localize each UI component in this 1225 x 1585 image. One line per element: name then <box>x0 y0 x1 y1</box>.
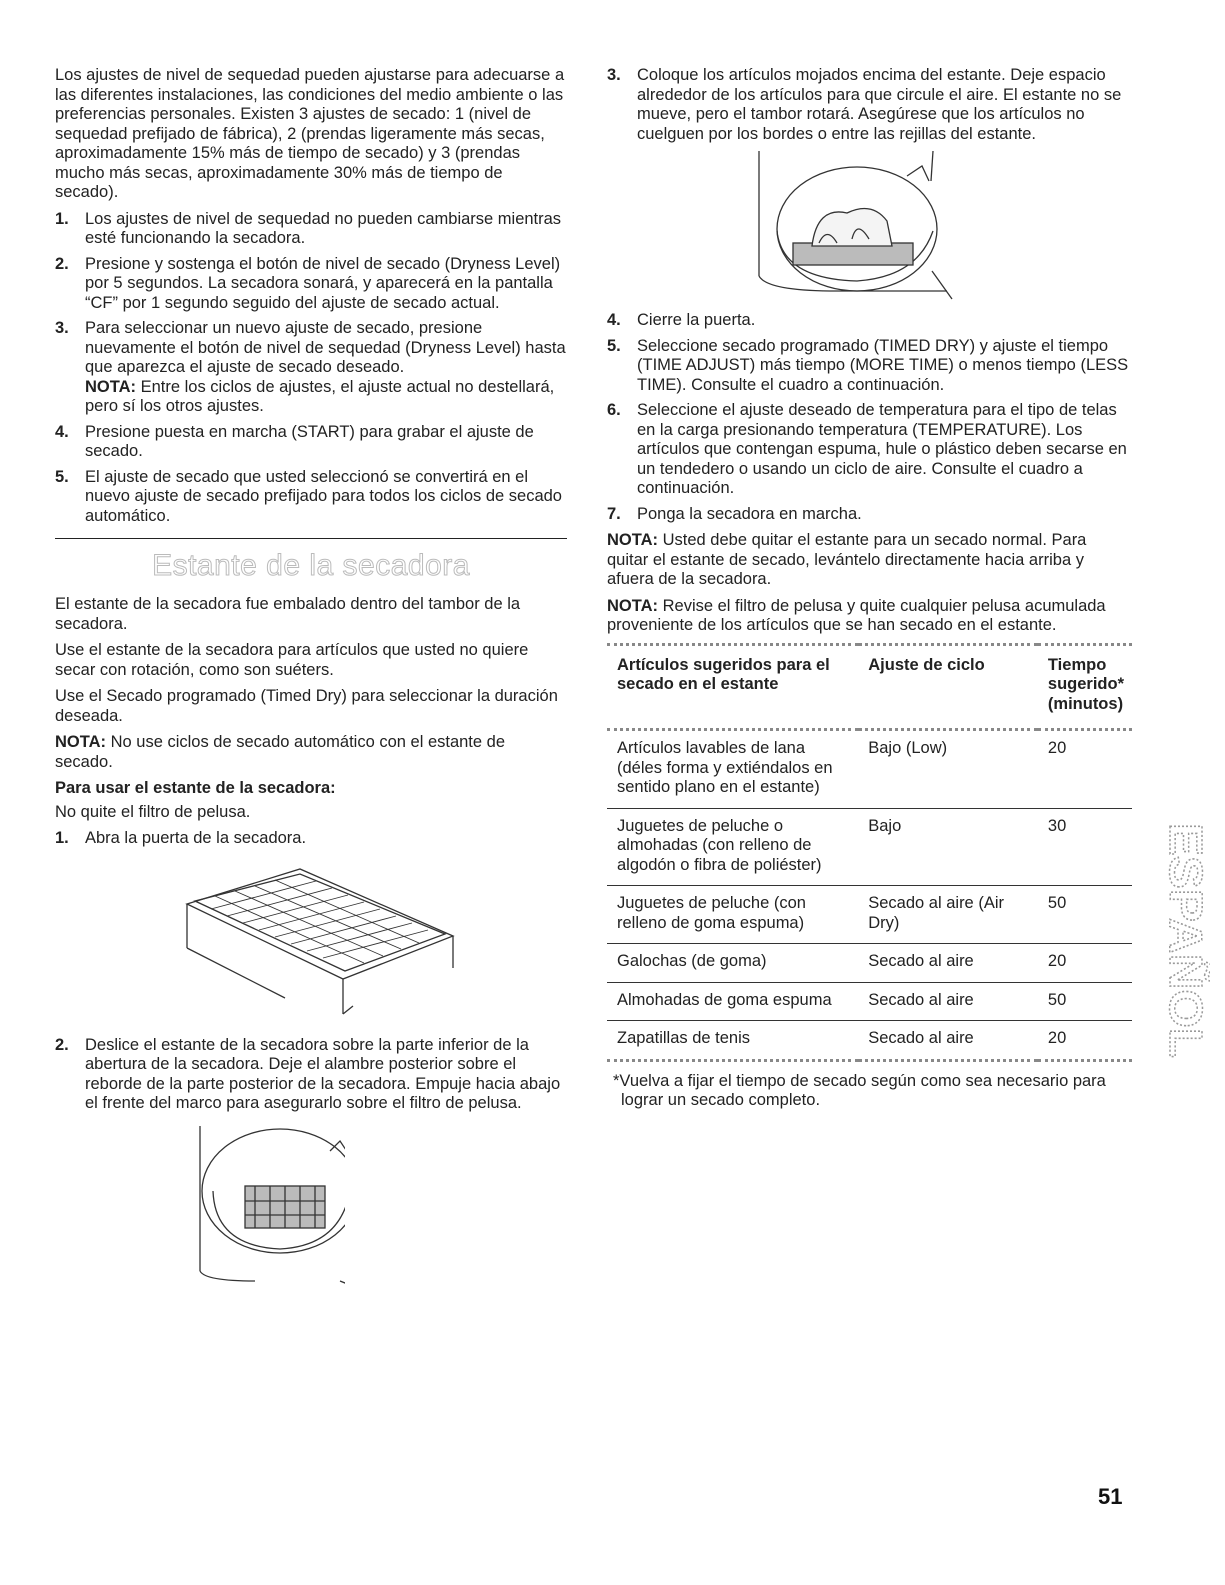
table-row: Almohadas de goma espuma Secado al aire 50 <box>607 982 1132 1021</box>
placement-steps <box>607 66 1132 144</box>
paragraph: Use el Secado programado (Timed Dry) para seleccionar la duración deseada. <box>55 687 558 725</box>
paragraph: No quite el filtro de pelusa. <box>55 802 251 821</box>
list-item: 4. Presione puesta en marcha (START) para grabar el ajuste de secado. <box>55 422 534 460</box>
table-row: Galochas (de goma) Secado al aire 20 <box>607 944 1132 983</box>
dryness-steps <box>55 210 567 527</box>
table-header-row <box>607 644 1132 730</box>
rack-steps <box>55 829 567 849</box>
list-item: 5. Seleccione secado programado (TIMED DRY) y ajuste el tiempo (TIME ADJUST) más tiempo (MORE TIME) o menos tiempo (LESS TIME). Consulte el cuadro a continuación. <box>607 336 1129 394</box>
paragraph: El estante de la secadora fue embalado dentro del tambor de la secadora. <box>55 595 521 633</box>
table-row: Juguetes de peluche (con relleno de goma espuma) Secado al aire (Air Dry) 50 <box>607 886 1132 944</box>
rack-drying-table <box>607 643 1132 1062</box>
subheading: Para usar el estante de la secadora: <box>55 779 336 797</box>
note-label: NOTA: <box>85 377 137 396</box>
dryness-intro: Los ajustes de nivel de sequedad pueden ajustarse para adecuarse a las diferentes instalaciones, las condiciones del medio ambiente o las preferencias personales. Existen 3 ajustes de secado: 1 (nivel de sequedad prefijado de fábrica), 2 (prendas ligeramente más secas, aproximadamente 15% más de tiempo de secado) y 3 (prendas mucho más secas, aproximadamente 30% más de tiempo de secado). <box>55 66 565 201</box>
right-column <box>607 66 1132 1118</box>
dryer-rack-installed-illustration <box>145 1121 567 1301</box>
column-header: Ajuste de ciclo <box>858 644 1038 730</box>
list-item: 3. Para seleccionar un nuevo ajuste de secado, presione nuevamente el botón de nivel de sequedad (Dryness Level) hasta que aparezca el ajuste de secado deseado. NOTA: Entre los ciclos de ajustes, el ajuste actual no destellará, pero sí los otros ajustes. <box>55 319 566 415</box>
section-title: Estante de la secadora <box>152 549 470 582</box>
dryer-with-items-illustration <box>757 151 1132 301</box>
table-row: Juguetes de peluche o almohadas (con relleno de algodón o fibra de poliéster) Bajo 30 <box>607 808 1132 886</box>
list-item: 2. Presione y sostenga el botón de nivel de secado (Dryness Level) por 5 segundos. La secadora sonará, y aparecerá en la pantalla “CF” por 1 segundo seguido del ajuste de secado actual. <box>55 254 561 312</box>
page-number: 51 <box>1098 1484 1123 1509</box>
paragraph: Use el estante de la secadora para artículos que usted no quiere secar con rotación, como son suéters. <box>55 641 529 679</box>
left-column <box>55 66 567 1311</box>
note: NOTA: Revise el filtro de pelusa y quite cualquier pelusa acumulada proveniente de los artículos que se han secado en el estante. <box>607 596 1106 634</box>
table-footnote: *Vuelva a fijar el tiempo de secado según como sea necesario para lograr un secado completo. <box>613 1071 1106 1109</box>
language-label: ESPAÑOL <box>1160 823 1210 1042</box>
note: NOTA: Usted debe quitar el estante para un secado normal. Para quitar el estante de secado, levántelo directamente hacia arriba y afuera de la secadora. <box>607 531 1087 588</box>
list-item: 1. Abra la puerta de la secadora. <box>55 829 307 847</box>
list-item: 6. Seleccione el ajuste deseado de temperatura para el tipo de telas en la carga presionando temperatura (TEMPERATURE). Los artículos que contengan espuma, hule o plástico deben secarse en un tendedero o usando un ciclo de aire. Consulte el cuadro a continuación. <box>607 401 1127 497</box>
table-row: Artículos lavables de lana (déles forma y extiéndalos en sentido plano en el estante) Bajo (Low) 20 <box>607 730 1132 809</box>
list-item: 7. Ponga la secadora en marcha. <box>607 504 862 523</box>
section-divider <box>55 538 567 539</box>
column-header: Tiempo sugerido* (minutos) <box>1038 644 1132 730</box>
column-header: Artículos sugeridos para el secado en el estante <box>607 644 858 730</box>
list-item: 5. El ajuste de secado que usted seleccionó se convertirá en el nuevo ajuste de secado prefijado para todos los ciclos de secado automático. <box>55 467 562 525</box>
note: NOTA: No use ciclos de secado automático con el estante de secado. <box>55 733 506 771</box>
list-item: 4. Cierre la puerta. <box>607 311 756 329</box>
operation-steps <box>607 311 1132 524</box>
table-row: Zapatillas de tenis Secado al aire 20 <box>607 1021 1132 1061</box>
list-item: 3. Coloque los artículos mojados encima del estante. Deje espacio alrededor de los artículos para que circule el aire. El estante no se mueve, pero el tambor rotará. Asegúrese que los artículos no cuelguen por los bordes o entre las rejillas del estante. <box>607 66 1122 143</box>
language-side-tab <box>1150 815 1210 1065</box>
list-item: 1. Los ajustes de nivel de sequedad no pueden cambiarse mientras esté funcionando la secadora. <box>55 209 562 247</box>
drying-rack-illustration <box>55 856 567 1026</box>
list-item: 2. Deslice el estante de la secadora sobre la parte inferior de la abertura de la secadora. Deje el alambre posterior sobre el reborde de la parte posterior de la secadora. Empuje hacia abajo el frente del marco para asegurarlo sobre el filtro de pelusa. <box>55 1035 561 1112</box>
rack-steps-cont <box>55 1036 567 1114</box>
